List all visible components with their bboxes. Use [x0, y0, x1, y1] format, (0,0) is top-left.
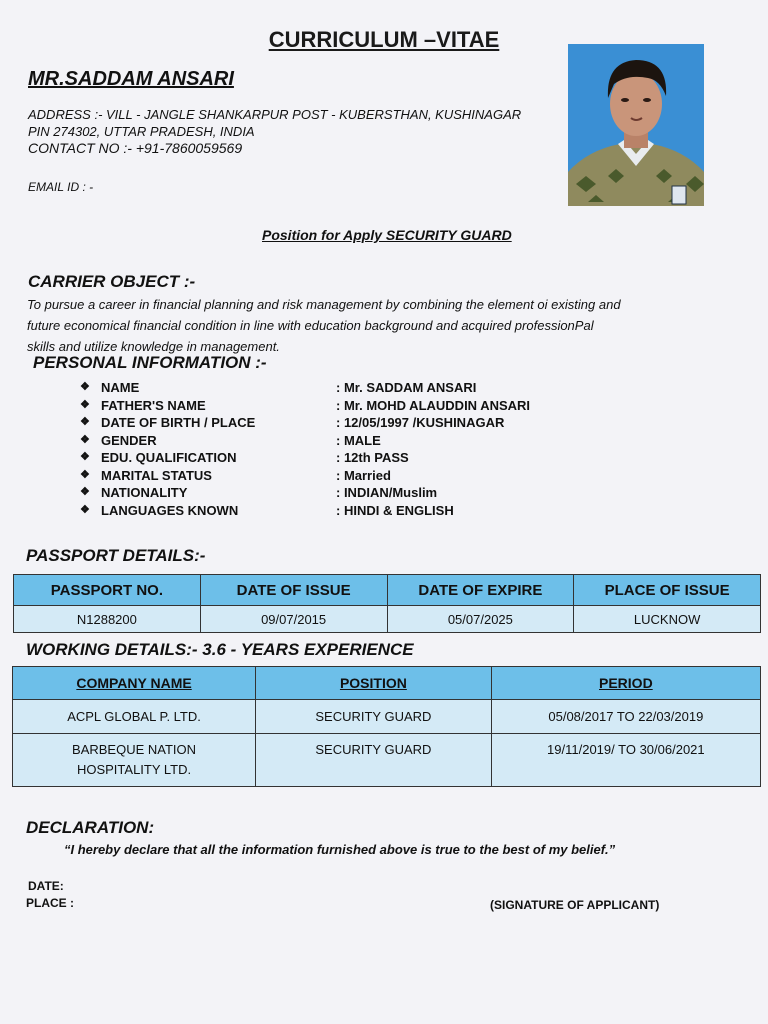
career-line-2: future economical financial condition in line with education background and acquired professionPal: [27, 318, 594, 333]
info-label: EDU. QUALIFICATION: [101, 450, 237, 465]
table-row: [14, 606, 761, 633]
column-header: COMPANY NAME: [13, 667, 256, 700]
info-value: : Married: [336, 467, 391, 483]
declaration-text: “I hereby declare that all the information furnished above is true to the best of my belief.”: [64, 842, 616, 857]
personal-info-list: [80, 380, 640, 520]
column-header: PASSPORT NO.: [14, 575, 201, 606]
info-value: : Mr. MOHD ALAUDDIN ANSARI: [336, 397, 531, 413]
info-value: : HINDI & ENGLISH: [336, 502, 454, 518]
table-cell: 05/08/2017 TO 22/03/2019: [491, 700, 760, 734]
company-name: BARBEQUE NATION: [72, 742, 197, 757]
personal-info-row: [80, 468, 640, 486]
table-cell: 09/07/2015: [200, 606, 387, 633]
career-line-1: To pursue a career in financial planning and risk management by combining the element oi existing and: [27, 297, 621, 312]
info-value: : 12/05/1997 /KUSHINAGAR: [336, 415, 505, 430]
diamond-bullet-icon: ❖: [80, 468, 90, 481]
company-name-line-2: HOSPITALITY LTD.: [76, 762, 192, 777]
address-line-1: ADDRESS :- VILL - JANGLE SHANKARPUR POST - KUBERSTHAN, KUSHINAGAR: [28, 107, 522, 122]
contact-number: CONTACT NO :- +91-7860059569: [28, 140, 243, 156]
career-line-3: skills and utilize knowledge in management.: [27, 339, 280, 354]
diamond-bullet-icon: ❖: [80, 451, 90, 463]
column-header: POSITION: [256, 667, 492, 700]
info-label: LANGUAGES KNOWN: [101, 502, 239, 518]
table-row: [13, 700, 761, 734]
signature-label: (SIGNATURE OF APPLICANT): [490, 898, 660, 912]
email-label: EMAIL ID : -: [28, 180, 94, 194]
position-applied: Position for Apply SECURITY GUARD: [262, 227, 512, 243]
place-label: PLACE :: [26, 896, 74, 910]
date-label: DATE:: [28, 879, 64, 893]
diamond-bullet-icon: ❖: [80, 486, 90, 498]
info-value: : MALE: [336, 432, 381, 448]
career-objective-text: [27, 294, 752, 357]
table-header-row: [13, 667, 761, 700]
table-cell: 19/11/2019/ TO 30/06/2021: [491, 734, 760, 787]
table-cell: [13, 700, 256, 734]
diamond-bullet-icon: ❖: [80, 503, 90, 516]
personal-info-row: [80, 433, 640, 451]
table-cell: 05/07/2025: [387, 606, 574, 633]
diamond-bullet-icon: ❖: [80, 398, 90, 411]
info-value: : INDIAN/Muslim: [336, 485, 438, 500]
info-value: : 12th PASS: [336, 450, 409, 465]
column-header: PERIOD: [491, 667, 760, 700]
career-objective-heading: CARRIER OBJECT :-: [28, 272, 196, 291]
personal-info-row: [80, 485, 640, 503]
personal-info-row: [80, 380, 640, 398]
address-line-2: PIN 274302, UTTAR PRADESH, INDIA: [28, 124, 255, 139]
company-name: ACPL GLOBAL P. LTD.: [67, 709, 201, 724]
column-header: PLACE OF ISSUE: [574, 575, 761, 606]
table-cell: SECURITY GUARD: [256, 700, 492, 734]
passport-table: [13, 574, 761, 633]
personal-info-row: [80, 398, 640, 416]
table-cell: N1288200: [14, 606, 201, 633]
table-header-row: [14, 575, 761, 606]
table-cell: LUCKNOW: [574, 606, 761, 633]
info-label: NATIONALITY: [101, 485, 188, 500]
declaration-heading: DECLARATION:: [26, 818, 155, 837]
personal-info-heading: PERSONAL INFORMATION :-: [33, 353, 267, 372]
applicant-name: MR.SADDAM ANSARI: [28, 68, 234, 90]
info-label: NAME: [101, 380, 140, 395]
info-label: MARITAL STATUS: [101, 467, 212, 483]
table-cell: SECURITY GUARD: [256, 734, 492, 787]
personal-info-row: [80, 503, 640, 521]
contact-block: [28, 106, 521, 157]
table-row: [13, 734, 761, 787]
passport-heading: PASSPORT DETAILS:-: [26, 546, 206, 565]
info-value: : Mr. SADDAM ANSARI: [336, 380, 477, 395]
working-table: [12, 666, 761, 787]
page-title: CURRICULUM –VITAE: [268, 27, 500, 52]
info-label: DATE OF BIRTH / PLACE: [101, 415, 256, 430]
column-header: DATE OF EXPIRE: [387, 575, 574, 606]
diamond-bullet-icon: ❖: [80, 433, 90, 446]
personal-info-row: [80, 450, 640, 468]
info-label: GENDER: [101, 432, 157, 448]
diamond-bullet-icon: ❖: [80, 381, 90, 393]
info-label: FATHER'S NAME: [101, 397, 206, 413]
column-header: DATE OF ISSUE: [200, 575, 387, 606]
personal-info-row: [80, 415, 640, 433]
working-details-heading: WORKING DETAILS:- 3.6 - YEARS EXPERIENCE: [26, 640, 414, 659]
diamond-bullet-icon: ❖: [80, 416, 90, 428]
applicant-photo: [568, 44, 704, 206]
table-cell: [13, 734, 256, 787]
